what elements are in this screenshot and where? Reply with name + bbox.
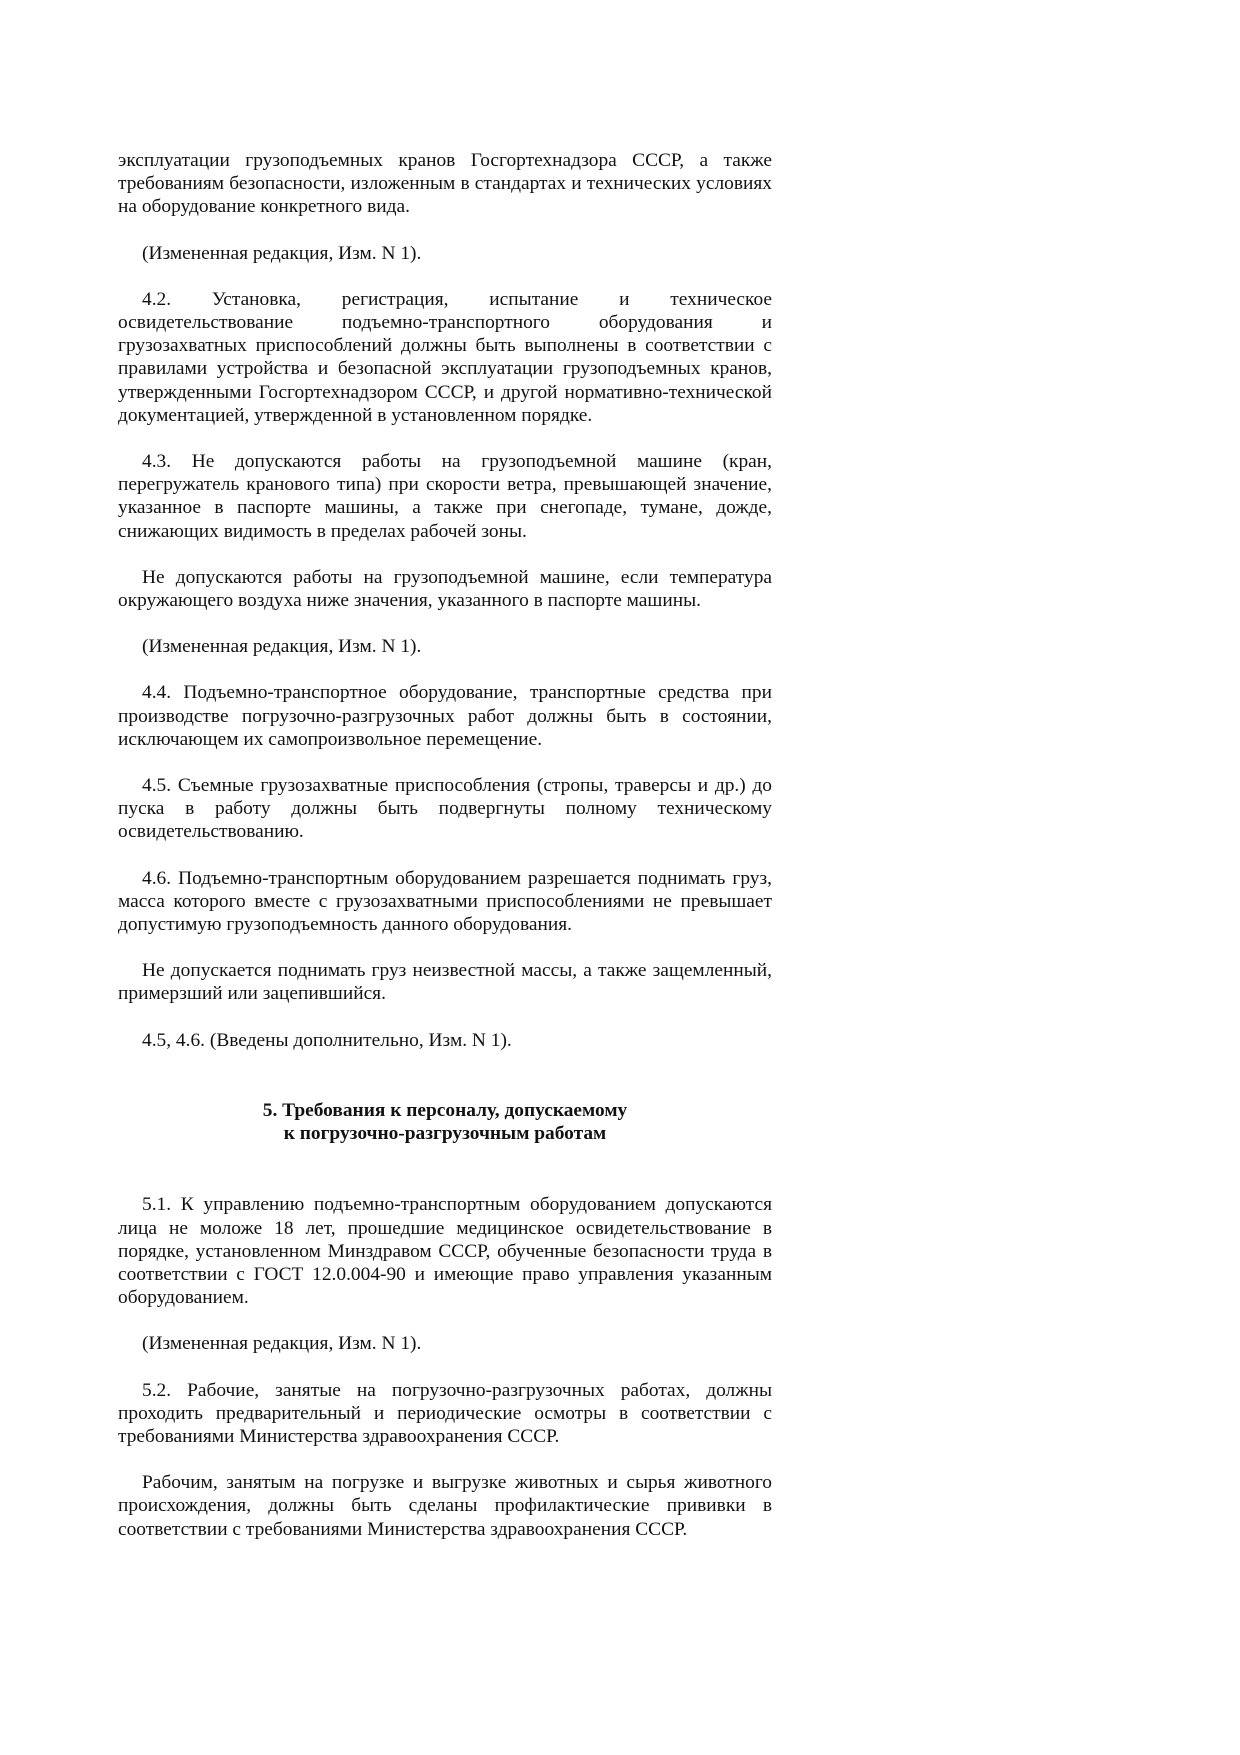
paragraph-continuation: эксплуатации грузоподъемных кранов Госгортехнадзора СССР, а также требованиям безопасности, изложенным в стандартах и технических условиях на оборудование конкретного вида. [118,150,772,218]
paragraph-4-2: 4.2. Установка, регистрация, испытание и техническое освидетельствование подъемно-транспортного оборудования и грузозахватных приспособлений должны быть выполнены в соответствии с правилами устройства и безопасной эксплуатации грузоподъемных кранов, утвержденными Госгортехнадзором СССР, и другой нормативно-технической документацией, утвержденной в установленном порядке. [118,288,772,426]
paragraph-4-6: 4.6. Подъемно-транспортным оборудованием разрешается поднимать груз, масса которого вместе с грузозахватными приспособлениями не превышает допустимую грузоподъемность данного оборудования. [118,867,772,936]
paragraph-temperature: Не допускаются работы на грузоподъемной машине, если температура окружающего воздуха ниже значения, указанного в паспорте машины. [118,566,772,612]
paragraph-4-3: 4.3. Не допускаются работы на грузоподъемной машине (кран, перегружатель кранового типа) при скорости ветра, превышающей значение, указанное в паспорте машины, а также при снегопаде, тумане, дожде, снижающих видимость в пределах рабочей зоны. [118,451,772,542]
document-page [118,149,772,1564]
amendment-note: (Измененная редакция, Изм. N 1). [142,636,422,658]
paragraph-4-5: 4.5. Съемные грузозахватные приспособления (стропы, траверсы и др.) до пуска в работу должны быть подвергнуты полному техническому освидетельствованию. [118,775,772,843]
paragraph-unknown-mass: Не допускается поднимать груз неизвестной массы, а также защемленный, примерзший или зацепившийся. [118,960,772,1005]
paragraph-5-2: 5.2. Рабочие, занятые на погрузочно-разгрузочных работах, должны проходить предварительный и периодические осмотры в соответствии с требованиями Министерства здравоохранения СССР. [118,1379,772,1447]
section-heading [118,1099,772,1145]
amendment-note-added: 4.5, 4.6. (Введены дополнительно, Изм. N 1). [142,1029,512,1051]
section-heading-line1: 5. Требования к персоналу, допускаемому [262,1099,628,1121]
paragraph-vaccination: Рабочим, занятым на погрузке и выгрузке животных и сырья животного происхождения, должны быть сделаны профилактические прививки в соответствии с требованиями Министерства здравоохранения СССР. [118,1472,772,1540]
section-heading-line2: к погрузочно-разгрузочным работам [283,1123,607,1145]
amendment-note: (Измененная редакция, Изм. N 1). [142,242,422,264]
amendment-note: (Измененная редакция, Изм. N 1). [142,1333,422,1355]
paragraph-4-4: 4.4. Подъемно-транспортное оборудование, транспортные средства при производстве погрузочно-разгрузочных работ должны быть в состоянии, исключающем их самопроизвольное перемещение. [118,682,772,750]
paragraph-5-1: 5.1. К управлению подъемно-транспортным оборудованием допускаются лица не моложе 18 лет, прошедшие медицинское освидетельствование в порядке, установленном Минздравом СССР, обученные безопасности труда в соответствии с ГОСТ 12.0.004-90 и имеющие право управления указанным оборудованием. [118,1194,772,1309]
